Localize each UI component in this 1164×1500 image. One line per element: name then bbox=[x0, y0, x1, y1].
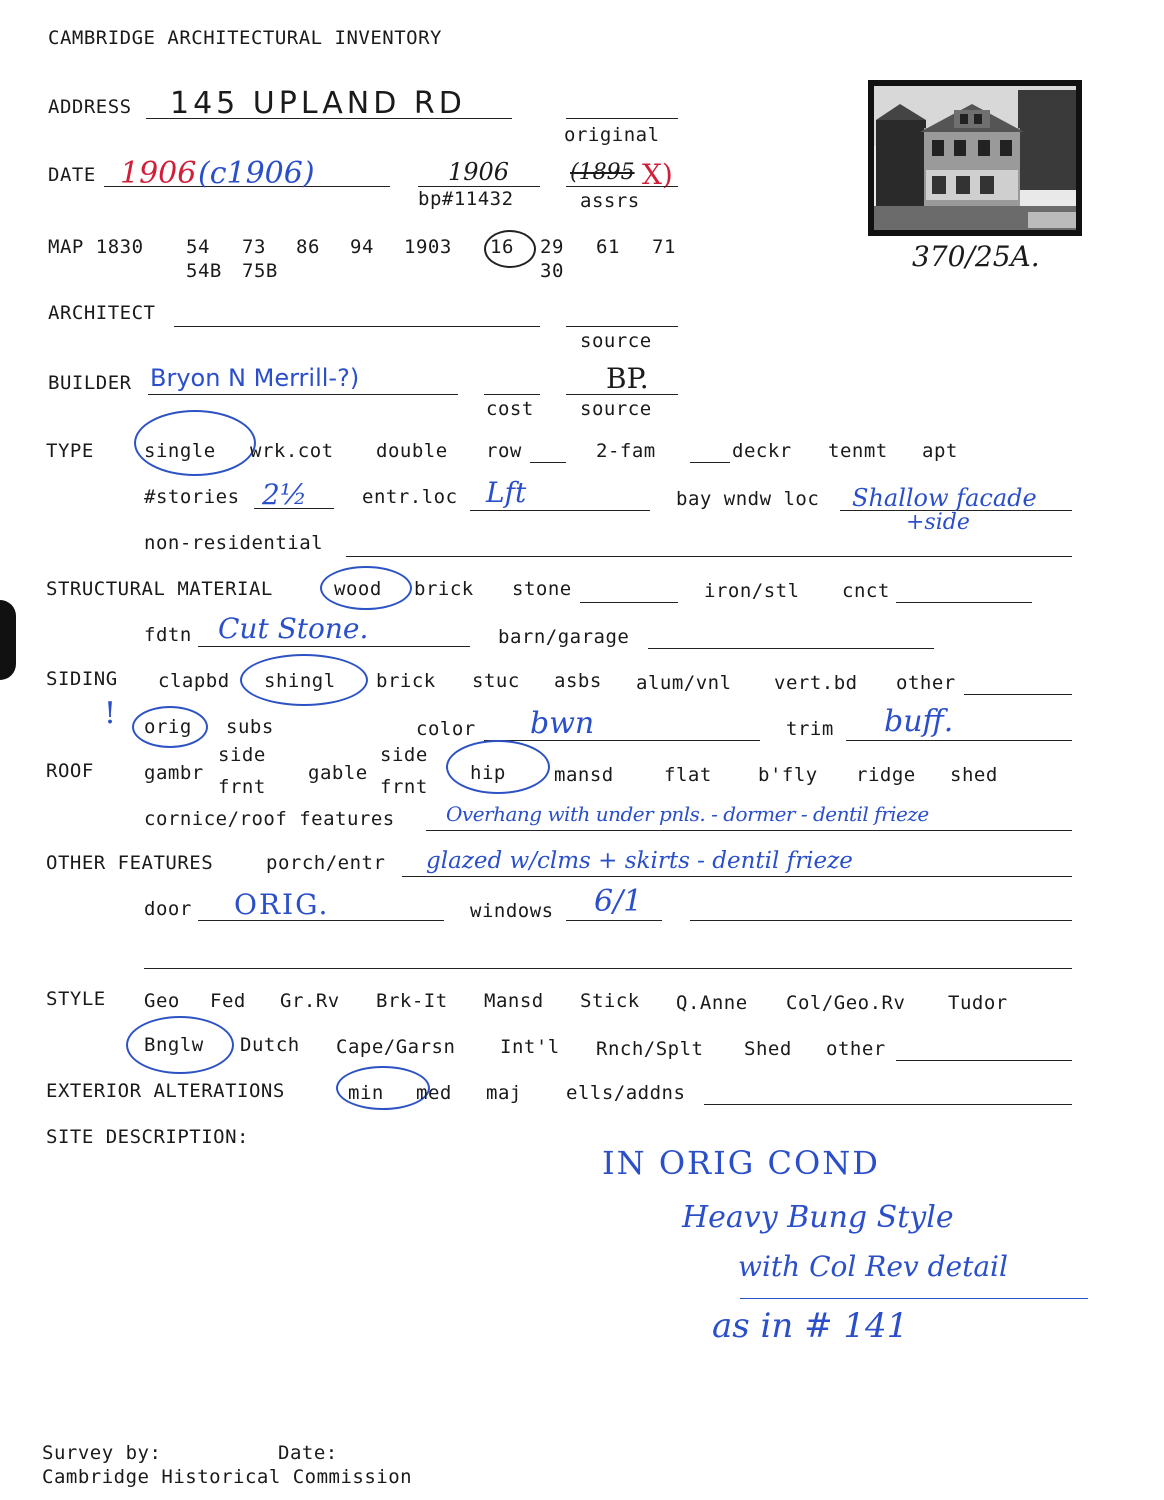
siding-other[interactable]: other bbox=[896, 672, 956, 694]
roof-mansd[interactable]: mansd bbox=[554, 764, 614, 786]
style-intl[interactable]: Int'l bbox=[500, 1036, 560, 1058]
site-note-1[interactable]: IN ORIG COND bbox=[602, 1144, 880, 1182]
alterations-label: EXTERIOR ALTERATIONS bbox=[46, 1080, 285, 1102]
entr-line bbox=[470, 510, 650, 511]
type-apt[interactable]: apt bbox=[922, 440, 958, 462]
style-brkit[interactable]: Brk-It bbox=[376, 990, 448, 1012]
date-value-red[interactable]: 1906 bbox=[120, 156, 197, 191]
siding-brick[interactable]: brick bbox=[376, 670, 436, 692]
map-16-circle bbox=[484, 230, 536, 268]
style-dutch[interactable]: Dutch bbox=[240, 1034, 300, 1056]
house-photo bbox=[868, 80, 1082, 236]
style-other[interactable]: other bbox=[826, 1038, 886, 1060]
style-grrv[interactable]: Gr.Rv bbox=[280, 990, 340, 1012]
windows-value[interactable]: 6/1 bbox=[594, 884, 643, 919]
struct-wood-circle bbox=[320, 566, 412, 610]
builder-value[interactable]: Bryon N Merrill-?) bbox=[150, 364, 360, 392]
stories-label: #stories bbox=[144, 486, 240, 508]
bay-label: bay wndw loc bbox=[676, 488, 820, 510]
type-single-circle bbox=[134, 410, 256, 476]
footer-org: Cambridge Historical Commission bbox=[42, 1466, 413, 1488]
color-label: color bbox=[416, 718, 476, 740]
style-qanne[interactable]: Q.Anne bbox=[676, 992, 748, 1014]
architect-line[interactable] bbox=[174, 326, 540, 327]
style-stick[interactable]: Stick bbox=[580, 990, 640, 1012]
site-note-4[interactable]: as in # 141 bbox=[712, 1306, 909, 1346]
bay-value[interactable]: Shallow facade bbox=[852, 484, 1037, 512]
type-double[interactable]: double bbox=[376, 440, 448, 462]
siding-shingl[interactable]: shingl bbox=[264, 670, 336, 692]
entr-label: entr.loc bbox=[362, 486, 458, 508]
type-row[interactable]: row bbox=[486, 440, 522, 462]
siding-stuc[interactable]: stuc bbox=[472, 670, 520, 692]
roof-label: ROOF bbox=[46, 760, 94, 782]
permit-line bbox=[418, 186, 540, 187]
date-original-label: original bbox=[564, 124, 660, 146]
house-photo-drawing bbox=[868, 80, 1082, 236]
architect-source-label: source bbox=[580, 330, 652, 352]
map-year-29[interactable]: 29 bbox=[540, 236, 564, 258]
alter-med[interactable]: med bbox=[416, 1082, 452, 1104]
map-year-16[interactable]: 16 bbox=[490, 236, 514, 258]
struct-cnct[interactable]: cnct bbox=[842, 580, 890, 602]
roof-gable-side: side bbox=[380, 744, 428, 766]
style-bnglw-circle bbox=[126, 1016, 234, 1074]
door-value[interactable]: ORIG. bbox=[234, 888, 330, 921]
site-note-3[interactable]: with Col Rev detail bbox=[738, 1250, 1008, 1283]
barn-label: barn/garage bbox=[498, 626, 630, 648]
assrs-line bbox=[566, 186, 678, 187]
roof-gable[interactable]: gable bbox=[308, 762, 368, 784]
map-year-71[interactable]: 71 bbox=[652, 236, 676, 258]
nonres-label: non-residential bbox=[144, 532, 324, 554]
stories-value[interactable]: 2½ bbox=[262, 478, 307, 511]
other-features-extra-line[interactable] bbox=[144, 968, 1072, 969]
struct-brick[interactable]: brick bbox=[414, 578, 474, 600]
page-title: CAMBRIDGE ARCHITECTURAL INVENTORY bbox=[48, 27, 442, 49]
fdtn-line bbox=[198, 646, 470, 647]
roof-gambr[interactable]: gambr bbox=[144, 762, 204, 784]
style-rnchsplt[interactable]: Rnch/Splt bbox=[596, 1038, 704, 1060]
siding-vertbd[interactable]: vert.bd bbox=[774, 672, 858, 694]
roof-gambr-side: side bbox=[218, 744, 266, 766]
style-other-line[interactable] bbox=[896, 1060, 1072, 1061]
windows-extra-line[interactable] bbox=[690, 920, 1072, 921]
photo-ref: 370/25A. bbox=[912, 240, 1040, 273]
porch-label: porch/entr bbox=[266, 852, 386, 874]
alter-ellsaddns[interactable]: ells/addns bbox=[566, 1082, 686, 1104]
siding-mark: ! bbox=[104, 696, 117, 731]
trim-value[interactable]: buff. bbox=[884, 704, 954, 739]
siding-shingl-circle bbox=[240, 654, 368, 706]
style-shed[interactable]: Shed bbox=[744, 1038, 792, 1060]
roof-hip-circle bbox=[446, 740, 550, 794]
site-label: SITE DESCRIPTION: bbox=[46, 1126, 249, 1148]
date-label: DATE bbox=[48, 164, 96, 186]
siding-subs[interactable]: subs bbox=[226, 716, 274, 738]
cost-line[interactable] bbox=[484, 394, 540, 395]
siding-clapbd[interactable]: clapbd bbox=[158, 670, 230, 692]
siding-alumvnl[interactable]: alum/vnl bbox=[636, 672, 732, 694]
map-label: MAP 1830 bbox=[48, 236, 144, 258]
type-single[interactable]: single bbox=[144, 440, 216, 462]
cornice-line bbox=[426, 830, 1072, 831]
date-assrs-mark: X) bbox=[642, 158, 673, 191]
map-sub-54b[interactable]: 54B bbox=[186, 260, 222, 282]
trim-label: trim bbox=[786, 718, 834, 740]
map-sub-30[interactable]: 30 bbox=[540, 260, 564, 282]
structural-label: STRUCTURAL MATERIAL bbox=[46, 578, 273, 600]
architect-source-line[interactable] bbox=[566, 326, 678, 327]
door-label: door bbox=[144, 898, 192, 920]
builder-source-line bbox=[566, 394, 678, 395]
color-line bbox=[484, 740, 760, 741]
stone-line[interactable] bbox=[580, 602, 678, 603]
fdtn-label: fdtn bbox=[144, 624, 192, 646]
windows-line bbox=[566, 920, 662, 921]
deckr-line[interactable] bbox=[690, 462, 730, 463]
map-year-61[interactable]: 61 bbox=[596, 236, 620, 258]
type-2fam[interactable]: 2-fam bbox=[596, 440, 656, 462]
style-geo[interactable]: Geo bbox=[144, 990, 180, 1012]
date-permit-year: 1906 bbox=[448, 158, 510, 186]
date-value-blue: (c1906) bbox=[198, 156, 315, 191]
style-colgeorv[interactable]: Col/Geo.Rv bbox=[786, 992, 906, 1014]
style-tudor[interactable]: Tudor bbox=[948, 992, 1008, 1014]
style-fed[interactable]: Fed bbox=[210, 990, 246, 1012]
siding-label: SIDING bbox=[46, 668, 118, 690]
roof-gambr-frnt: frnt bbox=[218, 776, 266, 798]
builder-cost-label: cost bbox=[486, 398, 534, 420]
style-label: STYLE bbox=[46, 988, 106, 1010]
alter-min[interactable]: min bbox=[348, 1082, 384, 1104]
type-deckr[interactable]: deckr bbox=[732, 440, 792, 462]
builder-label: BUILDER bbox=[48, 372, 132, 394]
style-bnglw[interactable]: Bnglw bbox=[144, 1034, 204, 1056]
row-line[interactable] bbox=[530, 462, 566, 463]
address-label: ADDRESS bbox=[48, 96, 132, 118]
bay-value-2: +side bbox=[906, 510, 970, 535]
trim-line bbox=[846, 740, 1072, 741]
roof-ridge[interactable]: ridge bbox=[856, 764, 916, 786]
map-year-54[interactable]: 54 bbox=[186, 236, 210, 258]
roof-shed[interactable]: shed bbox=[950, 764, 998, 786]
date-assrs-value: (1895 bbox=[570, 160, 635, 185]
date-permit-no: bp#11432 bbox=[418, 188, 514, 210]
map-year-73[interactable]: 73 bbox=[242, 236, 266, 258]
siding-orig[interactable]: orig bbox=[144, 716, 192, 738]
color-value[interactable]: bwn bbox=[530, 706, 595, 741]
cornice-label: cornice/roof features bbox=[144, 808, 395, 830]
porch-line bbox=[402, 876, 1072, 877]
type-tenmt[interactable]: tenmt bbox=[828, 440, 888, 462]
site-note-underline bbox=[740, 1298, 1088, 1299]
cornice-value[interactable]: Overhang with under pnls. - dormer - dentil frieze bbox=[446, 802, 929, 826]
map-year-94[interactable]: 94 bbox=[350, 236, 374, 258]
siding-other-line[interactable] bbox=[964, 694, 1072, 695]
builder-line bbox=[148, 394, 458, 395]
roof-hip[interactable]: hip bbox=[470, 762, 506, 784]
struct-stone[interactable]: stone bbox=[512, 578, 572, 600]
map-year-1903[interactable]: 1903 bbox=[404, 236, 452, 258]
siding-orig-circle bbox=[132, 706, 208, 748]
architect-label: ARCHITECT bbox=[48, 302, 156, 324]
map-sub-75b[interactable]: 75B bbox=[242, 260, 278, 282]
barn-line[interactable] bbox=[648, 648, 934, 649]
style-capegarsn[interactable]: Cape/Garsn bbox=[336, 1036, 456, 1058]
builder-source-label: source bbox=[580, 398, 652, 420]
alter-maj[interactable]: maj bbox=[486, 1082, 522, 1104]
other-features-label: OTHER FEATURES bbox=[46, 852, 214, 874]
original-line bbox=[566, 118, 678, 119]
date-assrs-label: assrs bbox=[580, 190, 640, 212]
roof-gable-frnt: frnt bbox=[380, 776, 428, 798]
roof-flat[interactable]: flat bbox=[664, 764, 712, 786]
builder-source-value[interactable]: BP. bbox=[606, 362, 649, 395]
cnct-line[interactable] bbox=[896, 602, 1032, 603]
siding-asbs[interactable]: asbs bbox=[554, 670, 602, 692]
porch-value[interactable]: glazed w/clms + skirts - dentil frieze bbox=[426, 848, 853, 874]
fdtn-value[interactable]: Cut Stone. bbox=[218, 612, 369, 645]
type-label: TYPE bbox=[46, 440, 94, 462]
survey-by-label: Survey by: bbox=[42, 1442, 162, 1464]
entr-value[interactable]: Lft bbox=[486, 476, 527, 509]
ellsaddns-line[interactable] bbox=[704, 1104, 1072, 1105]
scan-edge-shadow bbox=[0, 600, 16, 680]
style-mansd[interactable]: Mansd bbox=[484, 990, 544, 1012]
map-year-86[interactable]: 86 bbox=[296, 236, 320, 258]
type-wrkcot[interactable]: wrk.cot bbox=[250, 440, 334, 462]
nonres-line[interactable] bbox=[346, 556, 1072, 557]
struct-ironstl[interactable]: iron/stl bbox=[704, 580, 800, 602]
windows-label: windows bbox=[470, 900, 554, 922]
roof-bfly[interactable]: b'fly bbox=[758, 764, 818, 786]
struct-wood[interactable]: wood bbox=[334, 578, 382, 600]
site-note-2[interactable]: Heavy Bung Style bbox=[682, 1200, 954, 1235]
address-value[interactable]: 145 UPLAND RD bbox=[170, 86, 466, 121]
footer-date-label: Date: bbox=[278, 1442, 338, 1464]
